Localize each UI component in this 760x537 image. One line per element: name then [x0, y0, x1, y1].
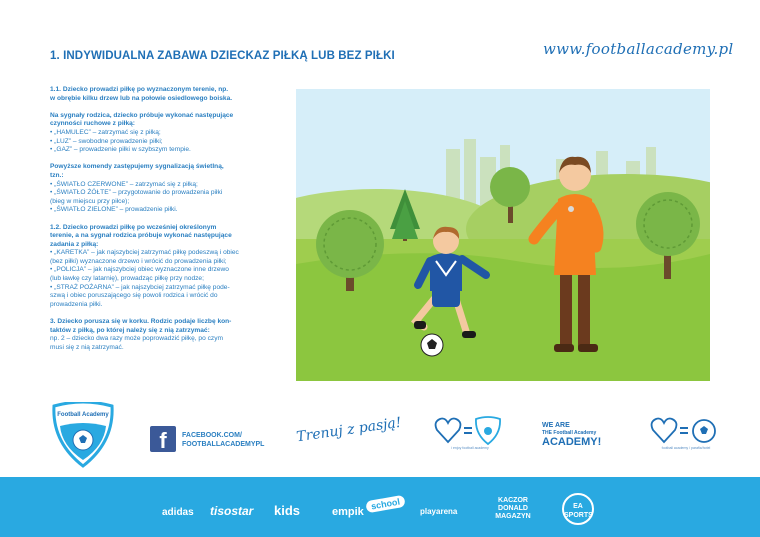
example-item: np. 2 – dziecko dwa razy może poprowadzić piłkę, po czym	[50, 335, 223, 343]
page-title: 1. INDYWIDUALNA ZABAWA DZIECKAZ PIŁKĄ LUB BEZ PIŁKI	[50, 50, 395, 62]
task-item: prowadzenia piłki.	[50, 300, 103, 308]
section-1-1-intro: 1.1. Dziecko prowadzi piłkę po wyznaczonym terenie, np. w obrębie kilku drzew lub na połowie osiedlowego boiska.	[50, 86, 233, 102]
badge-text: Football Academy	[57, 412, 109, 418]
task-item: (bez piłki) wyznaczone drzewo i wrócić do prowadzenia piłki;	[50, 257, 227, 265]
facebook-link[interactable]: FACEBOOK.COM/ FOOTBALLACADEMYPL	[182, 432, 265, 448]
heart-logo-1[interactable]: i enjoy football academy	[434, 416, 506, 456]
task-item: szwą i obiec poruszającego się powoli rodzica i wrócić do	[50, 292, 218, 300]
sponsor-adidas[interactable]: adidas	[162, 507, 194, 518]
sponsor-empik[interactable]: empik	[332, 506, 364, 518]
section-1-1-commands	[50, 112, 282, 155]
heart-equals-icon	[434, 416, 506, 446]
example-item: musi się z nią zatrzymać.	[50, 343, 124, 351]
we-are-academy-logo[interactable]: WE ARE THE Football Academy ACADEMY!	[542, 422, 602, 448]
sponsor-playarena[interactable]: playarena	[420, 507, 458, 516]
lights-lead: Powyższe komendy zastępujemy sygnalizacją świetlną, tzn.:	[50, 163, 224, 179]
task-item: • „POLICJA” – jak najszybciej obiec wyznaczone inne drzewo	[50, 266, 229, 274]
site-logo[interactable]: www.footballacademy.pl	[543, 40, 734, 58]
sponsor-kaczor-donald[interactable]: KACZOR DONALD MAGAZYN	[495, 497, 531, 520]
trenuj-slogan: Trenuj z pasją!	[295, 414, 403, 446]
section-1-2	[50, 224, 282, 310]
task-item: • „STRAŻ POŻARNA” – jak najszybciej zatrzymać piłkę pode-	[50, 283, 230, 291]
sponsor-tisostar[interactable]: tisostar	[210, 504, 254, 518]
sponsors-footer	[0, 477, 760, 537]
task-item: (lub ławkę czy latarnię), prowadząc piłkę przy nodze;	[50, 275, 204, 283]
sponsor-school[interactable]: school	[365, 495, 406, 514]
command-item: • „GAZ” – prowadzenie piłki w szybszym tempie.	[50, 146, 191, 154]
commands-lead: Na sygnały rodzica, dziecko próbuje wykonać następujące czynności ruchowe z piłką:	[50, 111, 234, 128]
instructions-column	[50, 86, 282, 361]
facebook-icon[interactable]: f	[150, 426, 176, 452]
logos-row	[0, 400, 760, 470]
command-item: • „LUZ” – swobodne prowadzenie piłki;	[50, 137, 163, 145]
heart-logo-2[interactable]: football academy / parafia/hotel	[650, 416, 722, 456]
light-item: • „ŚWIATŁO CZERWONE” – zatrzymać się z piłką;	[50, 180, 198, 188]
section-3-lead: 3. Dziecko porusza się w korku. Rodzic podaje liczbę kon- taktów z piłką, po której należy się z nią zatrzymać:	[50, 318, 232, 334]
light-item: (bieg w miejscu przy piłce);	[50, 197, 130, 205]
park-illustration	[296, 89, 710, 381]
section-3	[50, 318, 282, 352]
football	[421, 334, 443, 356]
sponsor-kids[interactable]: kids	[274, 503, 301, 518]
football-academy-badge[interactable]	[50, 402, 116, 468]
command-item: • „HAMULEC” – zatrzymać się z piłką;	[50, 128, 161, 136]
section-1-1	[50, 86, 282, 103]
lights-section	[50, 163, 282, 215]
light-item: • „ŚWIATŁO ŻÓŁTE” – przygotowanie do prowadzenia piłki	[50, 189, 223, 197]
section-1-2-lead: 1.2. Dziecko prowadzi piłkę po wcześniej określonym terenie, a na sygnał rodzica próbuje wykonać następujące zadania z piłką:	[50, 223, 232, 248]
sponsor-ea-sports[interactable]: EA SPORTS	[562, 493, 594, 525]
task-item: • „KARETKA” – jak najszybciej zatrzymać piłkę podeszwą i obiec	[50, 249, 239, 257]
light-item: • „ŚWIATŁO ZIELONE” – prowadzenie piłki.	[50, 206, 178, 214]
heart-ball-icon	[650, 416, 722, 446]
